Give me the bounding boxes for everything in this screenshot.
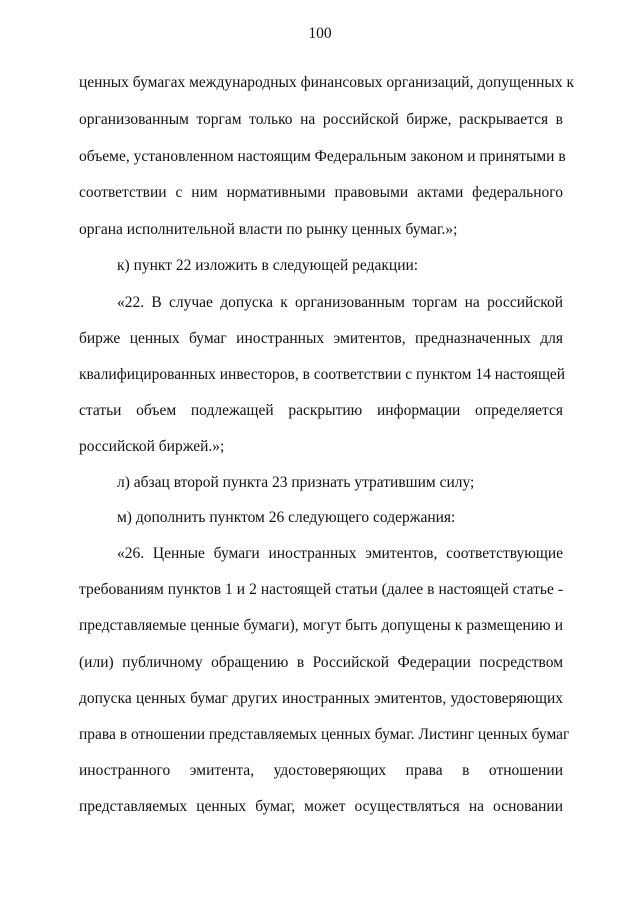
text-line: российской биржей.»; <box>79 438 225 455</box>
text-line: «22. В случае допуска к организованным торгам на российской <box>117 294 563 311</box>
text-line: к) пункт 22 изложить в следующей редакции: <box>117 257 419 274</box>
text-line: представляемых ценных бумаг, может осуществляться на основании <box>79 798 563 815</box>
text-line: иностранного эмитента, удостоверяющих права в отношении <box>79 762 563 779</box>
text-line: органа исполнительной власти по рынку ценных бумаг.»; <box>79 221 458 238</box>
text-line: (или) публичному обращению в Российской Федерации посредством <box>79 654 563 671</box>
text-line: бирже ценных бумаг иностранных эмитентов, предназначенных для <box>79 330 563 347</box>
text-line: соответствии с ним нормативными правовыми актами федерального <box>79 184 563 201</box>
text-line: организованным торгам только на российской бирже, раскрывается в <box>79 111 563 128</box>
page-number: 100 <box>308 25 332 42</box>
text-line: представляемые ценные бумаги), могут быть допущены к размещению и <box>79 617 563 634</box>
text-line: допуска ценных бумаг других иностранных эмитентов, удостоверяющих <box>79 690 563 707</box>
text-line: права в отношении представляемых ценных бумаг. Листинг ценных бумаг <box>79 726 570 743</box>
text-line: объеме, установленном настоящим Федеральным законом и принятыми в <box>79 148 566 165</box>
text-line: л) абзац второй пункта 23 признать утратившим силу; <box>117 474 475 491</box>
text-line: ценных бумагах международных финансовых организаций, допущенных к <box>79 74 574 91</box>
text-line: статьи объем подлежащей раскрытию информации определяется <box>79 402 563 419</box>
text-line: м) дополнить пунктом 26 следующего содержания: <box>117 509 456 526</box>
text-line: «26. Ценные бумаги иностранных эмитентов, соответствующие <box>117 545 563 562</box>
text-line: квалифицированных инвесторов, в соответствии с пунктом 14 настоящей <box>79 366 566 383</box>
text-line: требованиям пунктов 1 и 2 настоящей статьи (далее в настоящей статье - <box>79 581 563 598</box>
